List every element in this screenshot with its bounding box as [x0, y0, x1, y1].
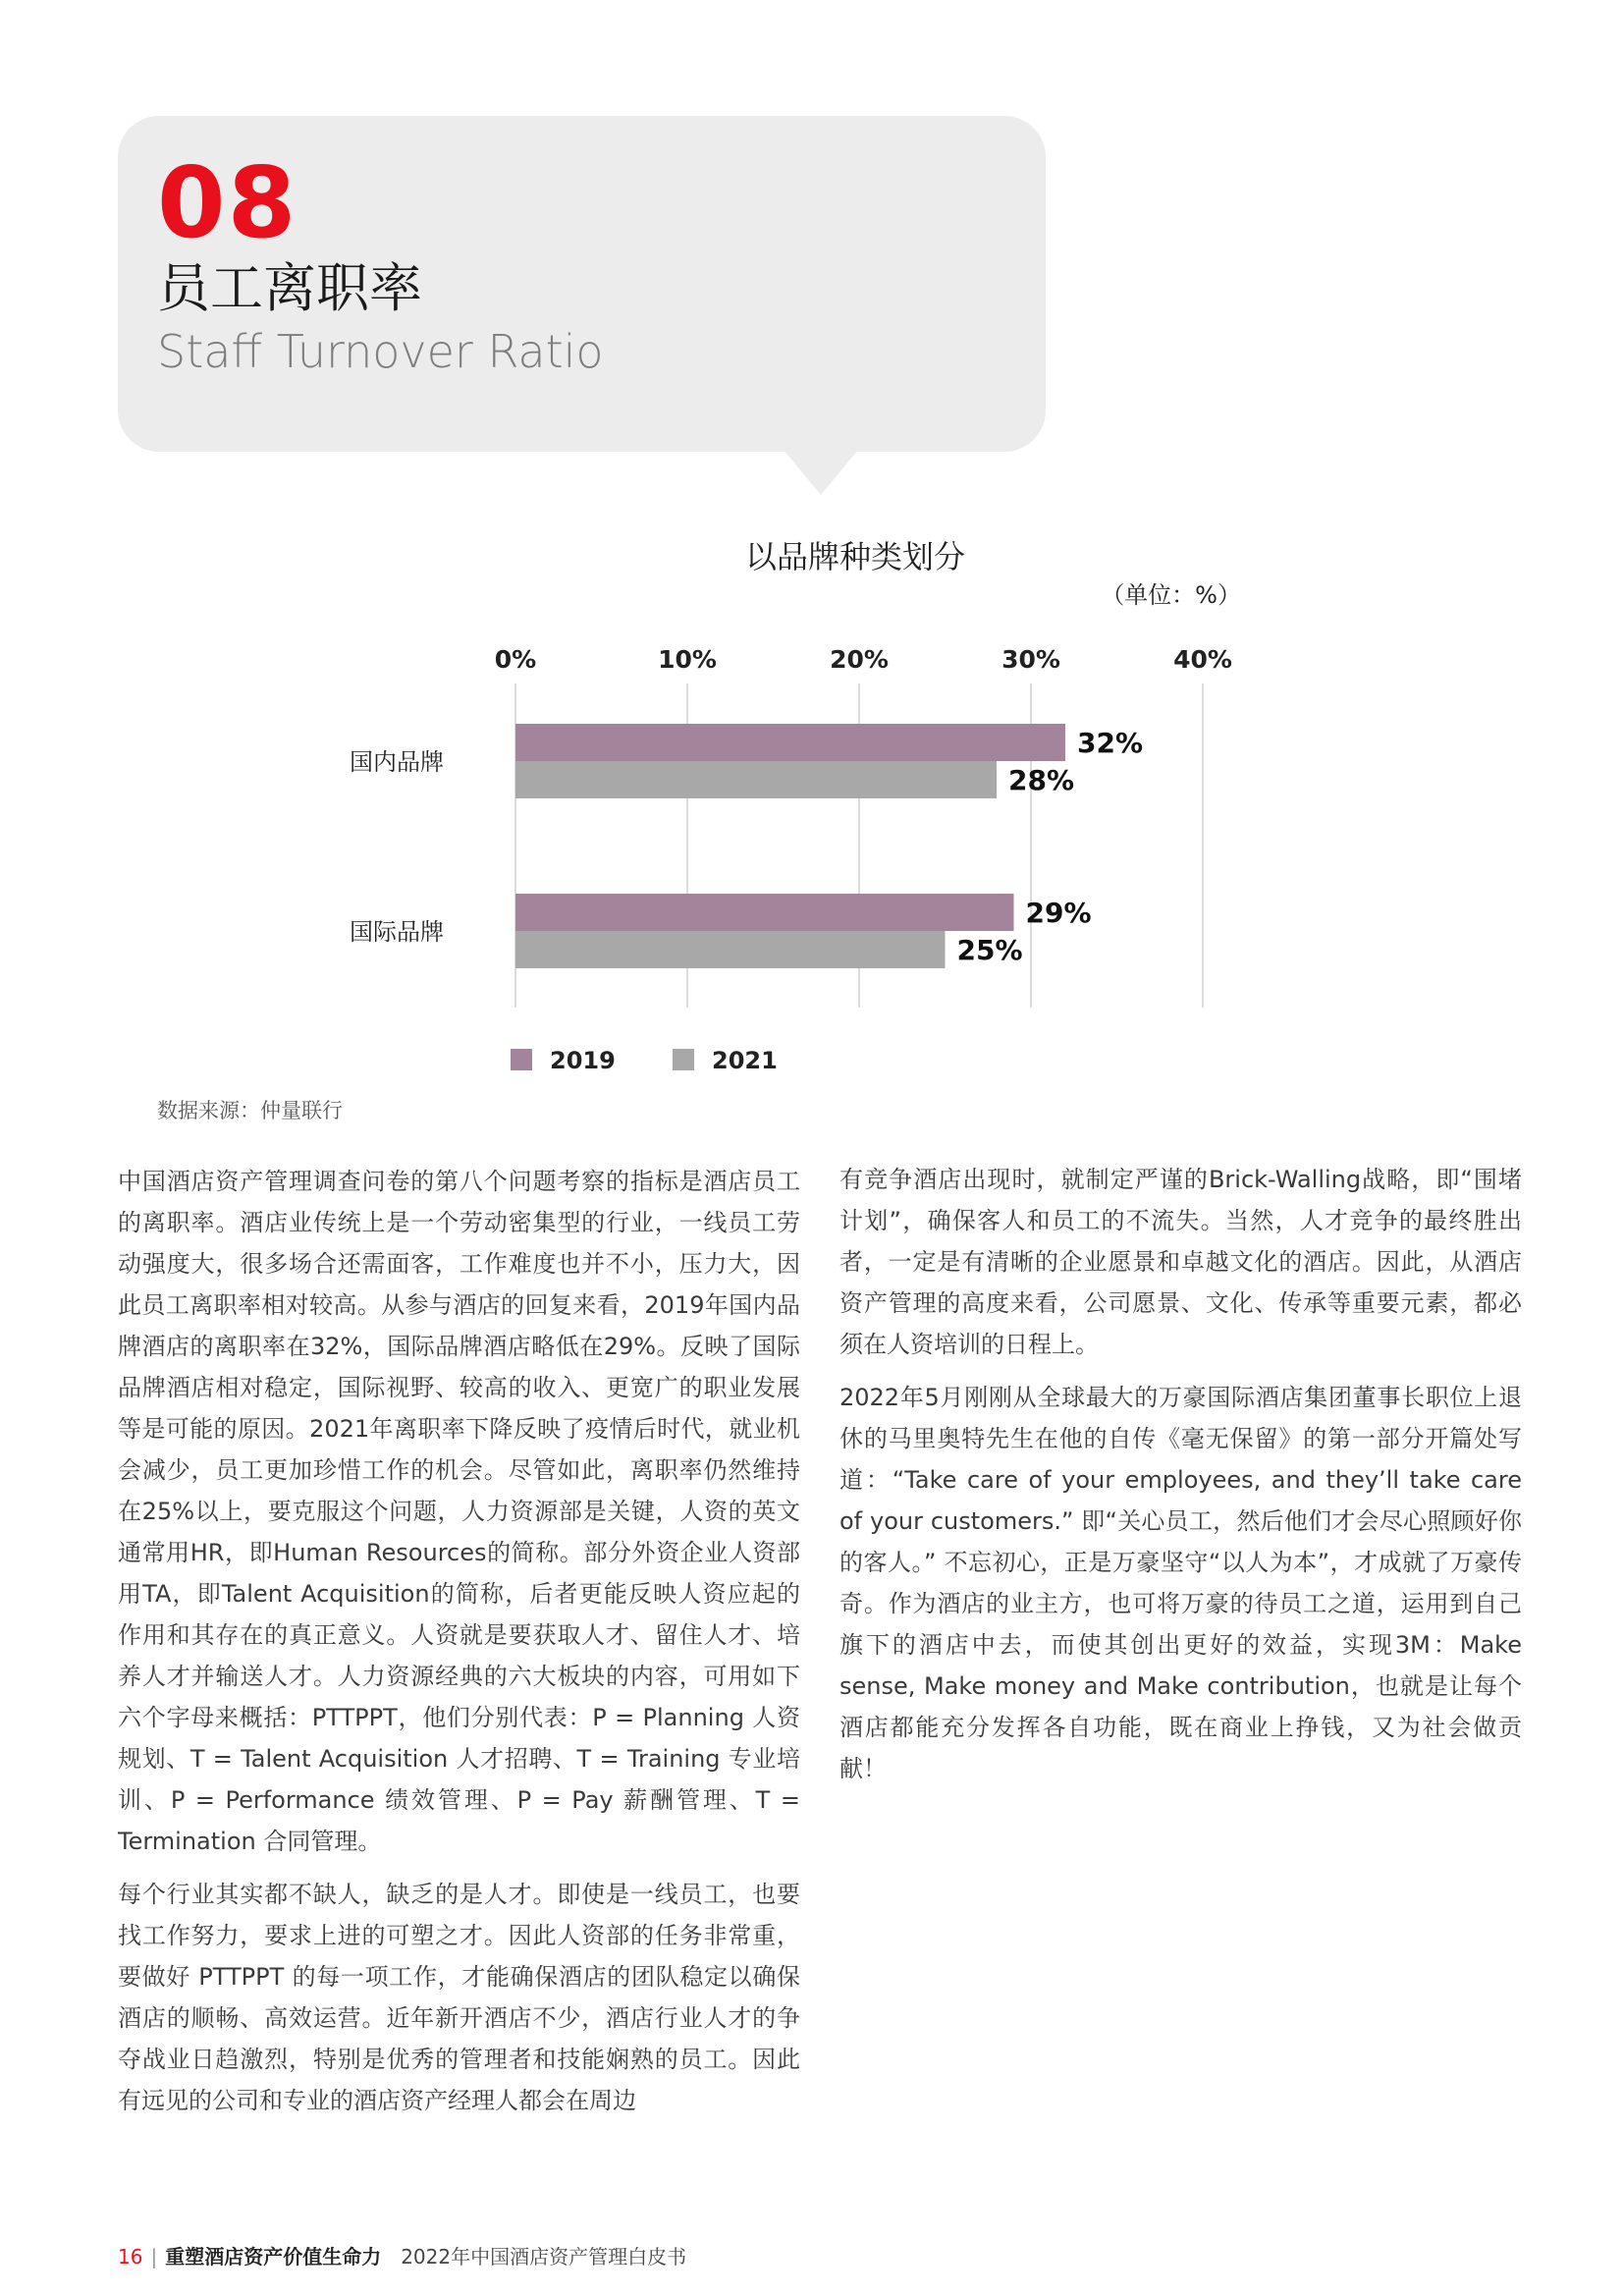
body-paragraph: 每个行业其实都不缺人，缺乏的是人才。即使是一线员工，也要找工作努力，要求上进的可塑之才。因此人资部的任务非常重，要做好 PTTPPT 的每一项工作，才能确保酒店的团队稳定以确保酒店的顺畅、高效运营。近年新开酒店不少，酒店行业人才的争夺战业日趋激烈，特别是优秀的管理者和技能娴熟的员工。因此有远见的公司和专业的酒店资产经理人都会在周边 [118, 1881, 800, 2114]
data-label: 25% [956, 934, 1023, 966]
page-footer [118, 2241, 686, 2269]
section-number: 08 [157, 145, 298, 260]
legend-swatch [511, 1049, 532, 1070]
data-label: 32% [1077, 727, 1144, 759]
body-column-right [839, 1159, 1522, 1801]
x-tick-label: 20% [830, 645, 889, 674]
legend-swatch [673, 1049, 694, 1070]
body-column-left [118, 1161, 800, 2133]
page-number: 16 [118, 2245, 143, 2269]
body-paragraph: 中国酒店资产管理调查问卷的第八个问题考察的指标是酒店员工的离职率。酒店业传统上是一个劳动密集型的行业，一线员工劳动强度大，很多场合还需面客，工作难度也并不小，压力大，因此员工离职率相对较高。从参与酒店的回复来看，2019年国内品牌酒店的离职率在32%，国际品牌酒店略低在29%。反映了国际品牌酒店相对稳定，国际视野、较高的收入、更宽广的职业发展等是可能的原因。2021年离职率下降反映了疫情后时代，就业机会减少，员工更加珍惜工作的机会。尽管如此，离职率仍然维持在25%以上，要克服这个问题，人力资源部是关键，人资的英文通常用HR，即Human Resources的简称。部分外资企业人资部用TA，即Talent Acquisition的简称，后者更能反映人资应起的作用和其存在的真正意义。人资就是要获取人才、留住人才、培养人才并输送人才。人力资源经典的六大板块的内容，可用如下六个字母来概括：PTTPPT，他们分别代表：P = Planning 人资规划、T = Talent Acquisition 人才招聘、T = Training 专业培训、P = Performance 绩效管理、P = Pay 薪酬管理、T = Termination 合同管理。 [118, 1168, 800, 1855]
body-paragraph: 有竞争酒店出现时，就制定严谨的Brick-Walling战略，即“围堵计划”，确保客人和员工的不流失。当然，人才竞争的最终胜出者，一定是有清晰的企业愿景和卓越文化的酒店。因此，从酒店资产管理的高度来看，公司愿景、文化、传承等重要元素，都必须在人资培训的日程上。 [839, 1166, 1522, 1358]
footer-separator: | [150, 2245, 158, 2269]
section-title-chinese: 员工离职率 [157, 257, 422, 319]
x-tick-label: 30% [1001, 645, 1060, 674]
section-title-english: Staff Turnover Ratio [157, 325, 604, 378]
turnover-bar-chart [0, 511, 1623, 1139]
chart-title: 以品牌种类划分 [744, 538, 966, 575]
footer-publication: 重塑酒店资产价值生命力 [165, 2245, 382, 2269]
category-label: 国际品牌 [350, 918, 444, 946]
bar [515, 761, 997, 798]
data-label: 29% [1025, 897, 1092, 929]
bar [515, 724, 1065, 761]
bar [515, 931, 946, 968]
legend-label: 2021 [712, 1047, 778, 1074]
footer-report-title: 2022年中国酒店资产管理白皮书 [401, 2245, 687, 2269]
body-paragraph: 2022年5月刚刚从全球最大的万豪国际酒店集团董事长职位上退休的马里奥特先生在他的自传《毫无保留》的第一部分开篇处写道：“Take care of your employees, and they’ll take care of your customers.” 即“关心员工，然后他们才会尽心照顾好你的客人。” 不忘初心，正是万豪坚守“以人为本”，才成就了万豪传奇。作为酒店的业主方，也可将万豪的待员工之道，运用到自己旗下的酒店中去，而使其创出更好的效益，实现3M：Make sense, Make money and Make contribution，也就是让每个酒店都能充分发挥各自功能，既在商业上挣钱，又为社会做贡献！ [839, 1384, 1522, 1782]
category-label: 国内品牌 [350, 748, 444, 776]
header-pointer-shape [784, 450, 858, 495]
data-label: 28% [1008, 764, 1075, 796]
x-tick-label: 40% [1173, 645, 1232, 674]
bar [515, 894, 1014, 931]
chart-unit-note: （单位：%） [1101, 581, 1241, 609]
x-tick-label: 0% [494, 645, 537, 674]
data-source-note: 数据来源：仲量联行 [157, 1099, 343, 1122]
legend-label: 2019 [550, 1047, 616, 1074]
x-tick-label: 10% [658, 645, 717, 674]
